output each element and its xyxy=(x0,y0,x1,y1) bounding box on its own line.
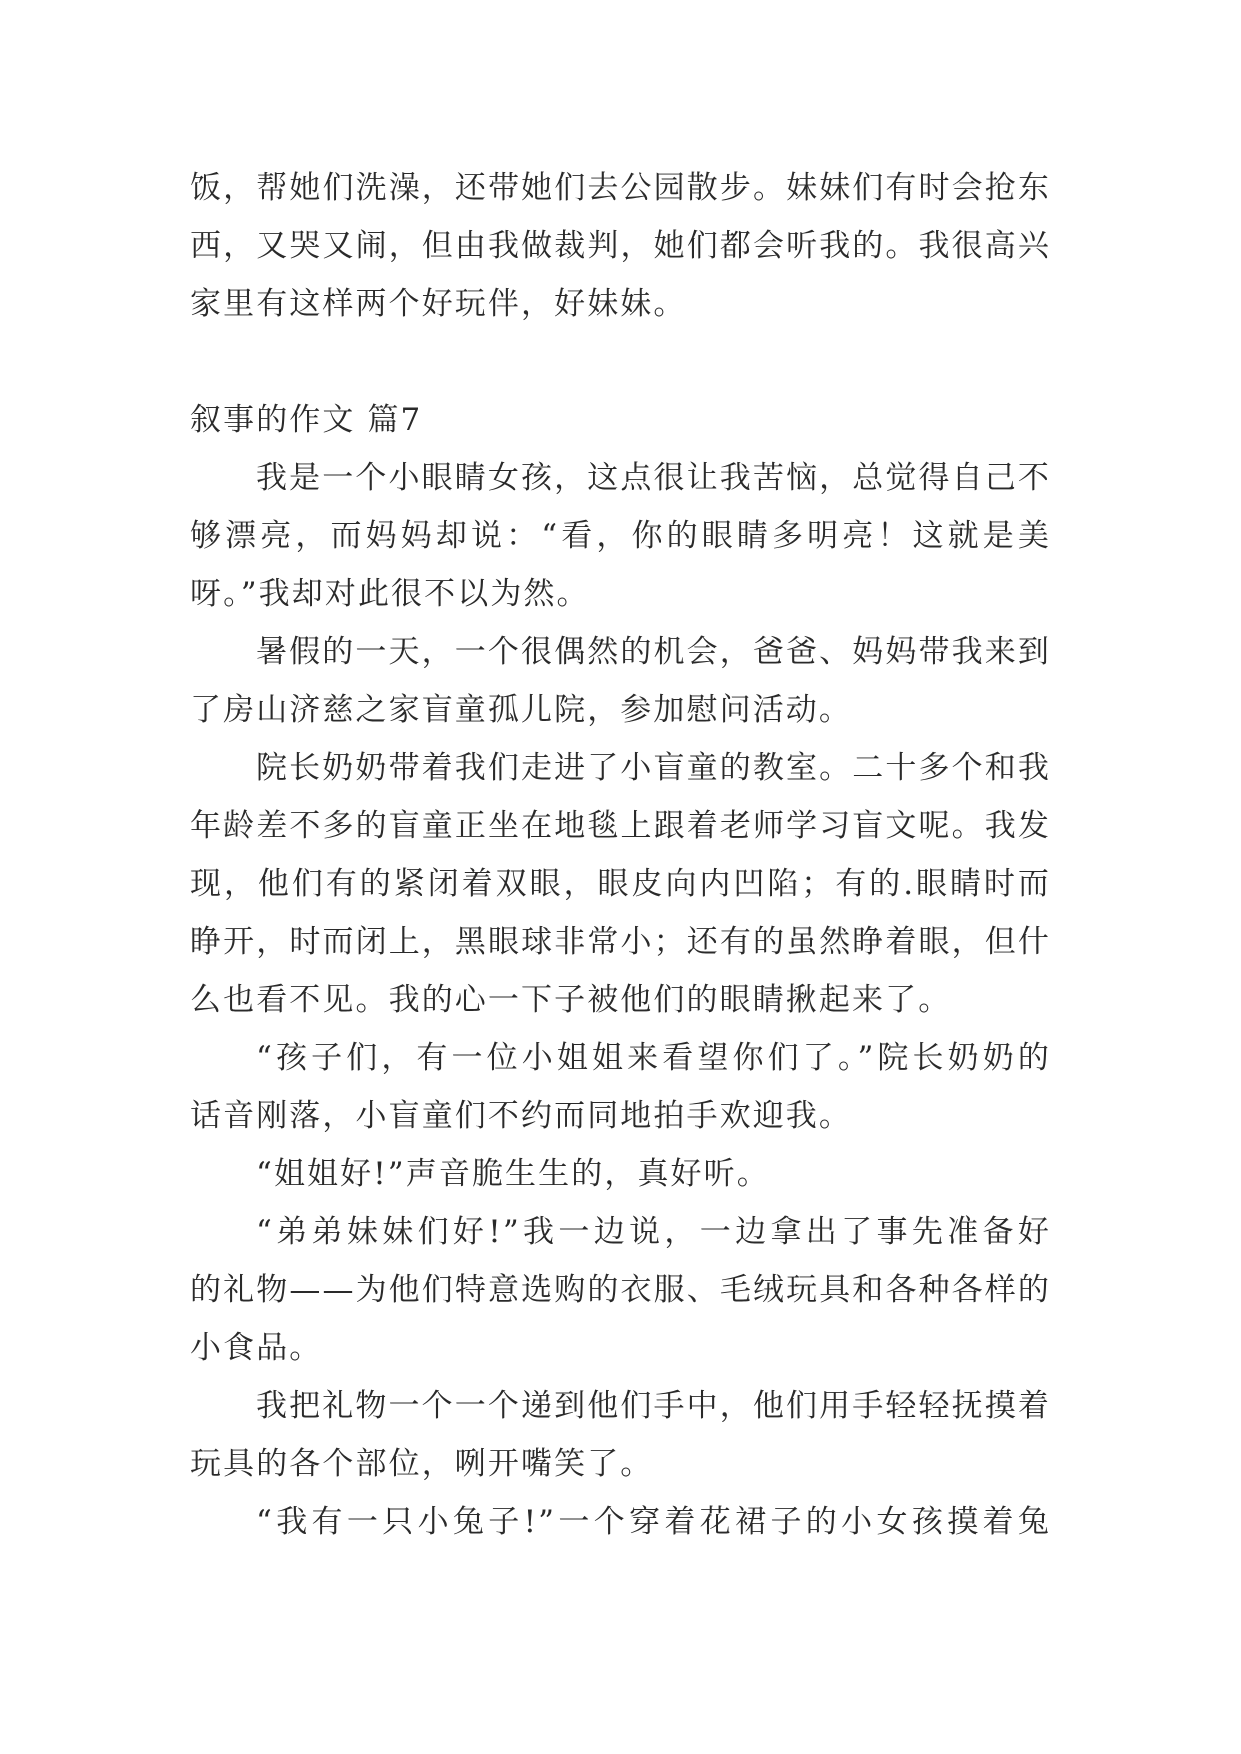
text-line: 饭，帮她们洗澡，还带她们去公园散步。妹妹们有时会抢东 xyxy=(190,170,1051,206)
text-line: “姐姐好!”声音脆生生的，真好听。 xyxy=(256,1156,770,1192)
paragraph xyxy=(190,623,1051,739)
paragraph xyxy=(190,1377,1051,1493)
text-line: 暑假的一天，一个很偶然的机会，爸爸、妈妈带我来到 xyxy=(256,634,1051,670)
text-line: 现，他们有的紧闭着双眼，眼皮向内凹陷；有的.眼睛时而 xyxy=(190,866,1051,902)
text-line: 呀。”我却对此很不以为然。 xyxy=(190,576,590,612)
text-line: 够漂亮，而妈妈却说：“看，你的眼睛多明亮！这就是美 xyxy=(190,518,1051,554)
paragraph xyxy=(190,1493,1051,1551)
text-line: 小食品。 xyxy=(190,1330,323,1366)
text-line: 睁开，时而闭上，黑眼球非常小；还有的虽然睁着眼，但什 xyxy=(190,924,1051,960)
paragraph xyxy=(190,739,1051,1029)
text-line: 的礼物——为他们特意选购的衣服、毛绒玩具和各种各样的 xyxy=(190,1272,1051,1308)
text-line: 我是一个小眼睛女孩，这点很让我苦恼，总觉得自己不 xyxy=(256,460,1051,496)
text-line: 话音刚落，小盲童们不约而同地拍手欢迎我。 xyxy=(190,1098,852,1134)
text-line: 院长奶奶带着我们走进了小盲童的教室。二十多个和我 xyxy=(256,750,1051,786)
text-line: “孩子们，有一位小姐姐来看望你们了。”院长奶奶的 xyxy=(256,1040,1051,1076)
document-body xyxy=(190,159,1051,1551)
paragraph xyxy=(190,1203,1051,1377)
paragraph xyxy=(190,449,1051,623)
text-line: “弟弟妹妹们好!”我一边说，一边拿出了事先准备好 xyxy=(256,1214,1051,1250)
text-line: 年龄差不多的盲童正坐在地毯上跟着老师学习盲文呢。我发 xyxy=(190,808,1051,844)
text-line: 玩具的各个部位，咧开嘴笑了。 xyxy=(190,1446,654,1482)
text-line: 西，又哭又闹，但由我做裁判，她们都会听我的。我很高兴 xyxy=(190,228,1051,264)
text-line: 家里有这样两个好玩伴，好妹妹。 xyxy=(190,286,687,322)
section-heading: 叙事的作文 篇7 xyxy=(190,402,423,438)
text-line: 了房山济慈之家盲童孤儿院，参加慰问活动。 xyxy=(190,692,852,728)
text-line: 么也看不见。我的心一下子被他们的眼睛揪起来了。 xyxy=(190,982,952,1018)
continuation-paragraph xyxy=(190,159,1051,333)
paragraph xyxy=(190,1145,1051,1203)
paragraph xyxy=(190,1029,1051,1145)
text-line: 我把礼物一个一个递到他们手中，他们用手轻轻抚摸着 xyxy=(256,1388,1051,1424)
text-line: “我有一只小兔子!”一个穿着花裙子的小女孩摸着兔 xyxy=(256,1504,1051,1540)
